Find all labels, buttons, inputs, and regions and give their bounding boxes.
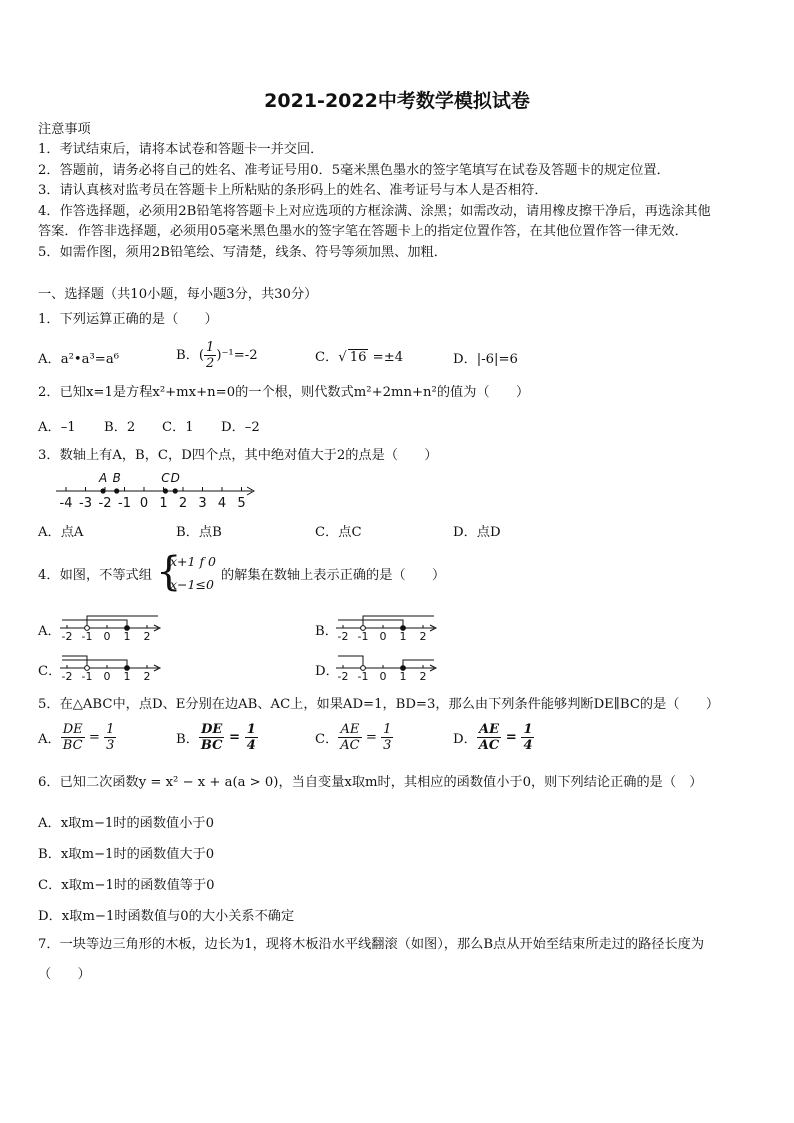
q1-option-b[interactable]: [176, 340, 258, 371]
tick-label: -1: [81, 630, 93, 642]
q3-point-A: [100, 488, 105, 493]
tick-label: -2: [61, 670, 73, 682]
tick-label: 1: [123, 630, 131, 642]
solution-ray: [338, 620, 403, 628]
q6-stem: 6．已知二次函数y = x² − x + a(a > 0)，当自变量x取m时，其相应的函数值小于0，则下列结论正确的是（ ）: [38, 775, 703, 790]
q1-c-radicand: 16: [349, 350, 367, 365]
q4-stem-suffix: 的解集在数轴上表示正确的是（ ）: [221, 568, 446, 583]
q7-answer-paren: （ ）: [38, 967, 91, 982]
notice-item-2: 2．答题前，请务必将自己的姓名、准考证号用0．5毫米黑色墨水的签字笔填写在试卷及答题卡的规定位置．: [38, 163, 670, 178]
notice-item-4-cont: 答案．作答非选择题，必须用05毫米黑色墨水的签字笔在答题卡上的指定位置作答，在其他位置作答一律无效．: [38, 224, 688, 239]
solution-ray: [338, 656, 363, 668]
tick-label: 1: [399, 630, 407, 642]
solution-ray: [62, 656, 87, 668]
q5-option-d[interactable]: D． $\frac{AE}{AC}$ = $\frac{1}{4}$: [453, 722, 533, 753]
tick-label: 1: [123, 670, 131, 682]
q3-tick-label: 2: [178, 496, 188, 511]
q2-option-c[interactable]: C．1: [162, 420, 194, 435]
q3-number-line: [52, 470, 262, 512]
closed-dot: [125, 626, 130, 631]
q4-option-c-label[interactable]: C．: [38, 664, 62, 679]
q3-tick-label: 4: [217, 496, 227, 511]
notice-item-5: 5．如需作图，须用2B铅笔绘、写清楚，线条、符号等须加黑、加粗．: [38, 245, 447, 260]
q2-option-d[interactable]: D．–2: [221, 420, 260, 435]
q2-option-b[interactable]: B．2: [104, 420, 136, 435]
tick-label: -2: [61, 630, 73, 642]
tick-label: 2: [419, 630, 427, 642]
q1-b-fraction: $\frac{1}{2}$: [206, 340, 215, 371]
q4-option-d-label[interactable]: D．: [315, 664, 339, 679]
q4-system-line-1: x+1 f 0: [170, 554, 217, 569]
tick-label: 0: [379, 630, 387, 642]
q2-stem: 2．已知x=1是方程x²+mx+n=0的一个根，则代数式m²+2mn+n²的值为（ ）: [38, 385, 530, 400]
tick-label: 0: [103, 670, 111, 682]
notice-heading: 注意事项: [38, 122, 91, 137]
q5-option-c[interactable]: C． $\frac{AE}{AC}$ = $\frac{1}{3}$: [315, 722, 392, 753]
q4-stem-prefix: 4．如图，不等式组: [38, 568, 152, 583]
q1-b-suffix: )⁻¹=-2: [216, 348, 258, 363]
tick-label: -2: [337, 630, 349, 642]
page-title: 2021-2022中考数学模拟试卷: [264, 90, 530, 112]
q6-option-b[interactable]: B．x取m−1时的函数值大于0: [38, 847, 215, 862]
q1-stem: 1．下列运算正确的是（ ）: [38, 312, 218, 327]
q3-tick-label: -4: [59, 496, 73, 511]
q2-option-a[interactable]: A．–1: [38, 420, 76, 435]
open-dot: [85, 626, 90, 631]
q3-tick-label: 1: [159, 496, 168, 511]
q4-option-a-label[interactable]: A．: [38, 624, 61, 639]
q3-point-label-B: B: [112, 471, 121, 485]
q3-option-c[interactable]: C．点C: [315, 525, 362, 540]
q6-option-a[interactable]: A．x取m−1时的函数值小于0: [38, 816, 214, 831]
tick-label: 2: [419, 670, 427, 682]
q4-option-a-numberline[interactable]: [58, 608, 164, 642]
open-dot: [361, 666, 366, 671]
q4-option-b-label[interactable]: B．: [315, 624, 338, 639]
q1-option-c[interactable]: C．√ 16 =±4: [315, 350, 404, 365]
q4-brace-icon: {: [156, 549, 182, 595]
closed-dot: [125, 666, 130, 671]
q4-option-c-numberline[interactable]: [58, 648, 164, 682]
open-dot: [361, 626, 366, 631]
q3-point-label-C: C: [161, 471, 170, 485]
q5-option-a[interactable]: A． $\frac{DE}{BC}$ = $\frac{1}{3}$: [38, 722, 115, 753]
q5-option-b[interactable]: B． $\frac{DE}{BC}$ = $\frac{1}{4}$: [176, 722, 256, 753]
tick-label: 2: [143, 630, 151, 642]
section-heading: 一、选择题（共10小题，每小题3分，共30分）: [38, 287, 318, 302]
q3-point-label-D: D: [170, 471, 180, 485]
q3-option-d[interactable]: D．点D: [453, 525, 501, 540]
notice-item-4: 4．作答选择题，必须用2B铅笔将答题卡上对应选项的方框涂满、涂黑；如需改动，请用橡皮擦干净后，再选涂其他: [38, 204, 711, 219]
q3-point-C: [163, 488, 168, 493]
q3-tick-label: 3: [198, 496, 207, 511]
q3-option-b[interactable]: B．点B: [176, 525, 222, 540]
closed-dot: [401, 626, 406, 631]
notice-item-3: 3．请认真核对监考员在答题卡上所粘贴的条形码上的姓名、准考证号与本人是否相符．: [38, 183, 548, 198]
q3-tick-label: -1: [118, 496, 131, 511]
solution-ray: [403, 660, 434, 668]
tick-label: -1: [81, 670, 93, 682]
q3-option-a[interactable]: A．点A: [38, 525, 84, 540]
q3-point-B: [114, 488, 119, 493]
q5-stem: 5．在△ABC中，点D、E分别在边AB、AC上，如果AD=1，BD=3，那么由下列条件能够判断DE∥BC的是（ ）: [38, 697, 720, 712]
q4-option-d-numberline[interactable]: [334, 648, 440, 682]
q3-point-label-A: A: [98, 471, 108, 485]
q6-option-c[interactable]: C．x取m−1时的函数值等于0: [38, 878, 215, 893]
q3-tick-label: 5: [237, 496, 246, 511]
tick-label: -1: [357, 670, 369, 682]
tick-label: -1: [357, 630, 369, 642]
q7-stem: 7．一块等边三角形的木板，边长为1，现将木板沿水平线翻滚（如图），那么B点从开始至结束所走过的路径长度为: [38, 937, 705, 952]
closed-dot: [401, 666, 406, 671]
tick-label: 0: [379, 670, 387, 682]
q6-option-d[interactable]: D．x取m−1时函数值与0的大小关系不确定: [38, 909, 295, 924]
solution-ray: [62, 660, 127, 668]
q1-b-prefix: B．(: [176, 348, 205, 363]
q3-point-D: [173, 488, 178, 493]
q1-option-d[interactable]: D．|-6|=6: [453, 352, 518, 367]
tick-label: 1: [399, 670, 407, 682]
q3-tick-label: -3: [79, 496, 92, 511]
q3-tick-label: 0: [139, 496, 149, 511]
tick-label: 0: [103, 630, 111, 642]
q1-option-a[interactable]: A．a²•a³=a⁶: [38, 352, 119, 367]
open-dot: [85, 666, 90, 671]
q4-option-b-numberline[interactable]: [334, 608, 440, 642]
q4-system-line-2: x−1≤0: [170, 577, 214, 592]
q3-tick-label: -2: [98, 496, 112, 511]
q3-stem: 3．数轴上有A，B，C，D四个点，其中绝对值大于2的点是（ ）: [38, 448, 438, 463]
tick-label: -2: [337, 670, 349, 682]
tick-label: 2: [143, 670, 151, 682]
solution-ray: [62, 620, 127, 628]
notice-item-1: 1．考试结束后，请将本试卷和答题卡一并交回．: [38, 142, 324, 157]
